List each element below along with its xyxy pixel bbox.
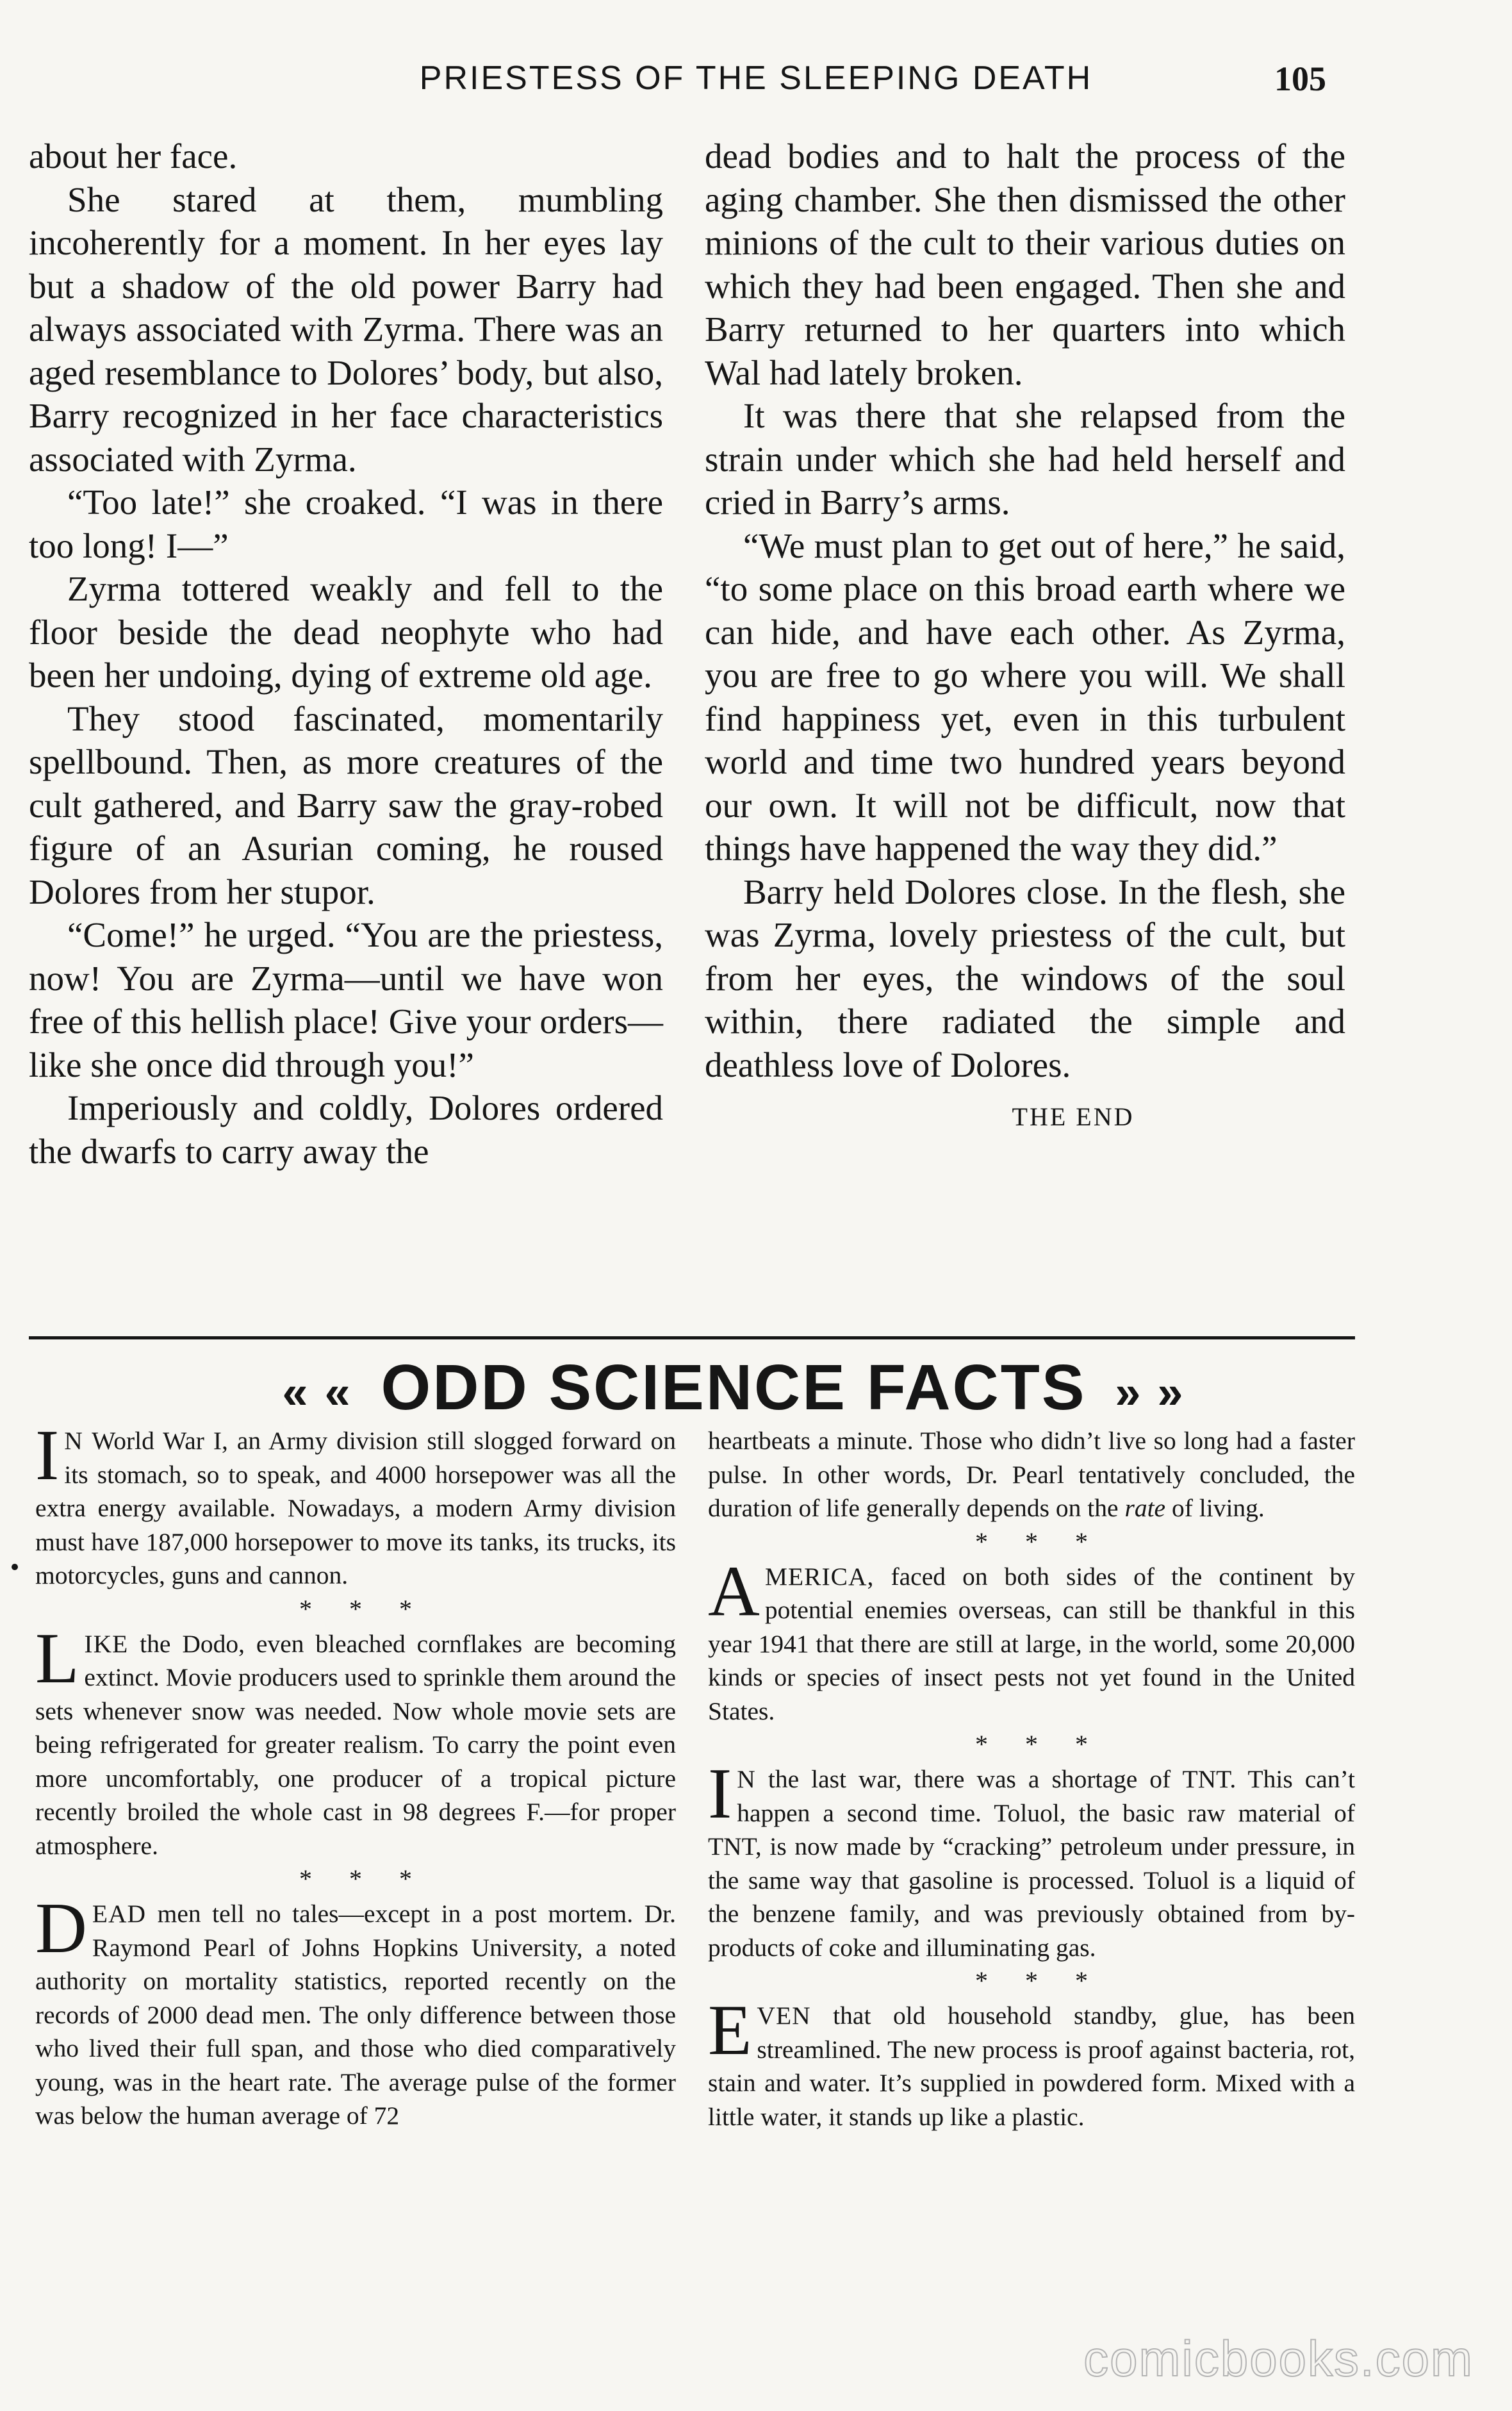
facts-column-right xyxy=(708,1424,1355,2133)
fact-text: men tell no tales—except in a post mortem. Dr. Raymond Pearl of Johns Hopkins University, a noted authority on mortality statistics, reported recently on the records of 2000 dead men. The only difference between those who lived their full span, and those who died comparatively young, was in the heart rate. The average pulse of the former was below the human average of 72 xyxy=(35,1900,676,2130)
story-paragraph: dead bodies and to halt the process of the aging chamber. She then dismissed the other minions of the cult to their various duties on which they had been engaged. Then she and Barry returned to her quarters into which Wal had lately broken. xyxy=(705,137,1345,392)
fact-lead: MERICA, xyxy=(764,1562,875,1591)
fact-lead: IKE xyxy=(84,1629,129,1658)
fact-item xyxy=(35,1889,676,2133)
story-paragraph: about her face. xyxy=(29,137,238,176)
fact-lead: N xyxy=(64,1427,83,1455)
open-guillemets: « « xyxy=(282,1366,352,1418)
fact-text: that old household standby, glue, has been streamlined. The new process is proof against bacteria, rot, stain and water. It’s supplied in powdered form. Mixed with a little water, it stands up like a plastic. xyxy=(708,2001,1355,2131)
story-paragraph: Imperiously and coldly, Dolores ordered the dwarfs to carry away the xyxy=(29,1088,663,1171)
fact-text: the Dodo, even bleached cornflakes are becoming extinct. Movie producers used to sprinkle them around the sets whenever snow was needed. Now whole movie sets are being refrigerated for greater realism. To carry the point even more uncomfortably, one producer of a tropical picture recently broiled the whole cast in 98 degrees F.—for proper atmosphere. xyxy=(35,1629,676,1860)
close-guillemets: » » xyxy=(1115,1366,1185,1418)
section-divider xyxy=(29,1336,1355,1339)
fact-text: the last war, there was a shortage of TNT. This can’t happen a second time. Toluol, the basic raw material of TNT, is now made by “cracking” petroleum under pressure, in the same way that gasoline is processed. Toluol is a liquid of the benzene family, and was previously obtained from by-products of coke and illuminating gas. xyxy=(708,1765,1355,1962)
drop-cap: I xyxy=(35,1416,60,1495)
fact-lead: VEN xyxy=(757,2001,811,2030)
running-title: PRIESTESS OF THE SLEEPING DEATH xyxy=(419,60,1093,97)
facts-column-left xyxy=(35,1416,676,2133)
fact-continuation xyxy=(708,1424,1355,1525)
story-paragraph: It was there that she relapsed from the strain under which she had held herself and cried in Barry’s arms. xyxy=(705,396,1345,522)
fact-separator: * * * xyxy=(975,1527,1103,1556)
fact-text: heartbeats a minute. Those who didn’t live so long had a faster pulse. In other words, Dr. Pearl tentatively concluded, the duration of life generally depends on the xyxy=(708,1427,1355,1522)
story-paragraph: Barry held Dolores close. In the flesh, she was Zyrma, lovely priestess of the cult, but from her eyes, the windows of the soul within, there radiated the simple and deathless love of Dolores. xyxy=(705,872,1345,1084)
fact-item xyxy=(35,1416,676,1593)
drop-cap: D xyxy=(35,1889,87,1968)
section-heading xyxy=(0,1346,1467,1434)
drop-cap: E xyxy=(708,1991,752,2070)
drop-cap: L xyxy=(35,1618,79,1698)
fact-separator: * * * xyxy=(975,1966,1103,1995)
site-watermark: comicbooks.com xyxy=(1083,2330,1474,2387)
story-column-left xyxy=(29,135,663,1173)
fact-separator: * * * xyxy=(299,1594,427,1623)
fact-item xyxy=(708,1991,1355,2133)
drop-cap: A xyxy=(708,1551,760,1631)
fact-emphasis: rate xyxy=(1124,1494,1166,1522)
story-paragraph: “Come!” he urged. “You are the priestess, now! You are Zyrma—until we have won free of this hellish place! Give your orders—like she once did through you!” xyxy=(29,915,663,1084)
drop-cap: I xyxy=(708,1754,732,1834)
fact-item xyxy=(708,1551,1355,1728)
story-paragraph: She stared at them, mumbling incoherently for a moment. In her eyes lay but a shadow of the old power Barry had always associated with Zyrma. There was an aged resemblance to Dolores’ body, but also, Barry recognized in her face characteristics associated with Zyrma. xyxy=(29,179,663,479)
fact-item xyxy=(708,1754,1355,1964)
story-paragraph: Zyrma tottered weakly and fell to the floor beside the dead neophyte who had been her undoing, dying of extreme old age. xyxy=(29,569,663,695)
story-paragraph: “We must plan to get out of here,” he said, “to some place on this broad earth where we can hide, and have each other. As Zyrma, you are free to go where you will. We shall find happiness yet, even in this turbulent world and time two hundred years beyond our own. It will not be difficult, now that things have happened the way they did.” xyxy=(705,526,1345,868)
fact-text: faced on both sides of the continent by potential enemies overseas, can still be thankful in this year 1941 that there are still at large, in the world, some 20,000 kinds or species of insect pests not yet found in the United States. xyxy=(708,1562,1355,1725)
the-end-marker: THE END xyxy=(1012,1102,1135,1131)
section-title: ODD SCIENCE FACTS xyxy=(381,1352,1087,1423)
fact-lead: EAD xyxy=(92,1900,147,1928)
fact-text: of living. xyxy=(1165,1494,1265,1522)
fact-separator: * * * xyxy=(975,1730,1103,1759)
margin-dot xyxy=(12,1564,18,1570)
story-paragraph: “Too late!” she croaked. “I was in there too long! I—” xyxy=(29,483,663,565)
page-number: 105 xyxy=(1274,60,1326,98)
fact-lead: N xyxy=(737,1765,756,1793)
fact-text: World War I, an Army division still slogged forward on its stomach, so to speak, and 4000 horsepower was all the extra energy available. Nowadays, a modern Army division must have 187,000 horsepower to move its tanks, its trucks, its motorcycles, guns and cannon. xyxy=(35,1427,676,1589)
story-column-right xyxy=(705,135,1345,1139)
running-header xyxy=(0,59,1512,110)
fact-item xyxy=(35,1618,676,1863)
story-paragraph: They stood fascinated, momentarily spellbound. Then, as more creatures of the cult gathered, and Barry saw the gray-robed figure of an Asurian coming, he roused Dolores from her stupor. xyxy=(29,699,663,911)
fact-separator: * * * xyxy=(299,1864,427,1893)
